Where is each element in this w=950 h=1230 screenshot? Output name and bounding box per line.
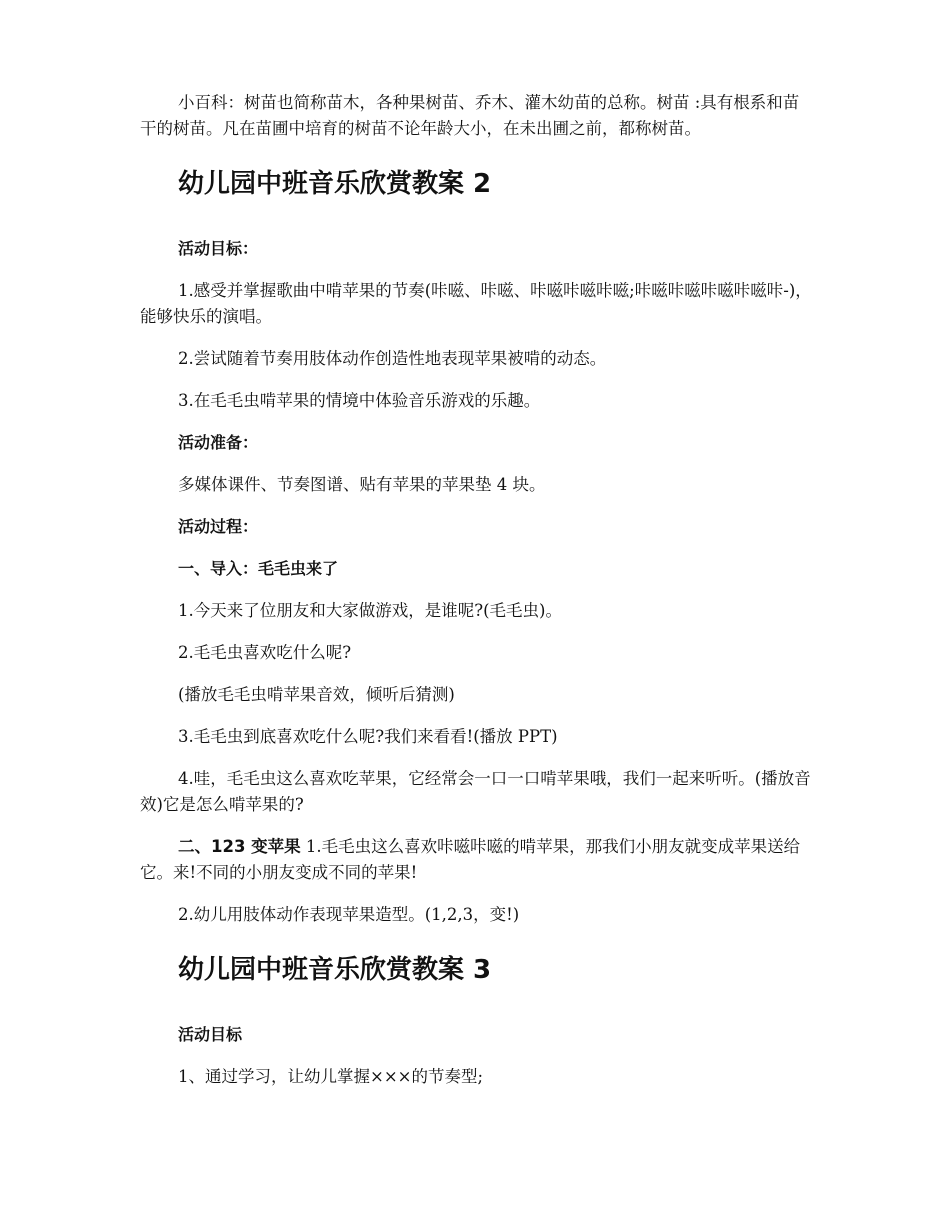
section-3-title: 幼儿园中班音乐欣赏教案 3 <box>178 955 492 985</box>
goal-item-3: 3.在毛毛虫啃苹果的情境中体验音乐游戏的乐趣。 <box>178 391 541 410</box>
document-page <box>140 90 812 1106</box>
section-2-prep-label: 活动准备： <box>178 433 259 452</box>
step-2-paragraph <box>140 834 812 886</box>
section-3-goal-1: 1、通过学习，让幼儿掌握×××的节奏型; <box>178 1067 484 1086</box>
step-1-item-4: 3.毛毛虫到底喜欢吃什么呢?我们来看看!(播放 PPT) <box>178 727 558 746</box>
step-1-item-2: 2.毛毛虫喜欢吃什么呢? <box>178 643 352 662</box>
step-1-item-1: 1.今天来了位朋友和大家做游戏，是谁呢?(毛毛虫)。 <box>178 601 562 620</box>
step-2-text: 1.毛毛虫这么喜欢咔嗞咔嗞的啃苹果，那我们小朋友就变成苹果送给它。来!不同的小朋友变成不同的苹果! <box>140 837 801 882</box>
section-2-goals-label: 活动目标： <box>178 239 259 258</box>
intro-paragraph: 小百科：树苗也简称苗木，各种果树苗、乔木、灌木幼苗的总称。树苗 :具有根系和苗干的树苗。凡在苗圃中培育的树苗不论年龄大小，在未出圃之前，都称树苗。 <box>140 93 800 138</box>
section-2-process-label: 活动过程： <box>178 517 259 536</box>
section-2-title: 幼儿园中班音乐欣赏教案 2 <box>178 169 492 199</box>
goal-item-1: 1.感受并掌握歌曲中啃苹果的节奏(咔嗞、咔嗞、咔嗞咔嗞咔嗞;咔嗞咔嗞咔嗞咔嗞咔-)，能够快乐的演唱。 <box>140 281 812 326</box>
step-1-item-5: 4.哇，毛毛虫这么喜欢吃苹果，它经常会一口一口啃苹果哦，我们一起来听听。(播放音效)它是怎么啃苹果的? <box>140 769 811 814</box>
goal-item-2: 2.尝试随着节奏用肢体动作创造性地表现苹果被啃的动态。 <box>178 349 607 368</box>
step-2-item-2: 2.幼儿用肢体动作表现苹果造型。(1,2,3，变!) <box>178 905 520 924</box>
step-2-heading: 二、123 变苹果 <box>178 837 301 856</box>
section-3-goals-label: 活动目标 <box>178 1025 243 1044</box>
step-1-heading: 一、导入：毛毛虫来了 <box>178 559 339 578</box>
prep-paragraph: 多媒体课件、节奏图谱、贴有苹果的苹果垫 4 块。 <box>178 475 546 494</box>
step-1-item-3: (播放毛毛虫啃苹果音效，倾听后猜测) <box>178 685 455 704</box>
